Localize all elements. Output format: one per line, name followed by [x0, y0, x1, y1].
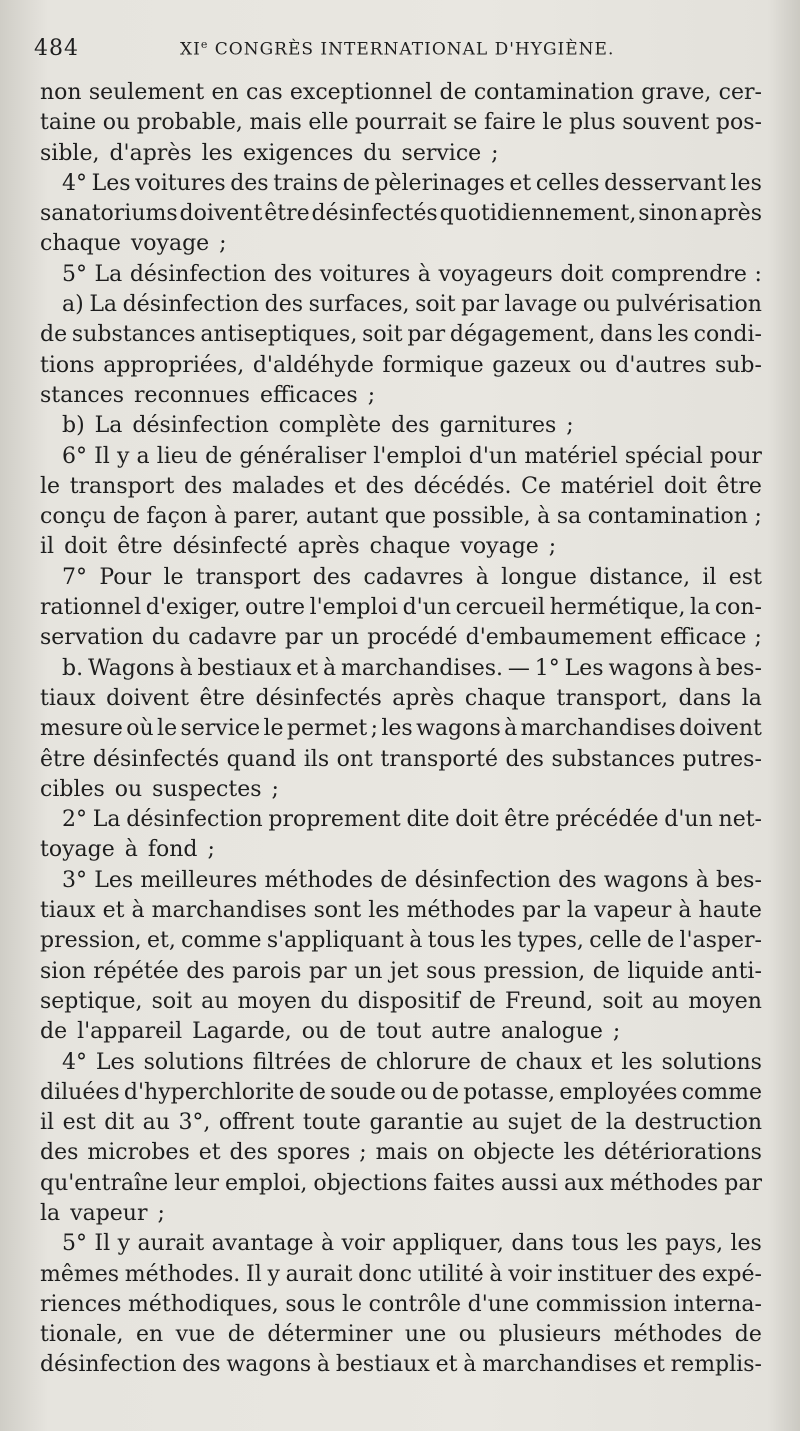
- text-line: 2° La désinfection proprement dite doit être précédée d'un net-: [62, 807, 762, 833]
- text-line: 4° Les solutions filtrées de chlorure de chaux et les solutions: [62, 1049, 762, 1075]
- text-line: sible, d'après les exigences du service ;: [40, 140, 499, 166]
- text-line: la vapeur ;: [40, 1200, 165, 1226]
- text-line: désinfection des wagons à bestiaux et à marchandises et remplis-: [40, 1352, 762, 1378]
- text-line: 3° Les meilleures méthodes de désinfection des wagons à bes-: [62, 867, 762, 893]
- text-line: mêmes méthodes. Il y aurait donc utilité à voir instituer des expé-: [40, 1261, 762, 1287]
- running-title-rest: CONGRÈS INTERNATIONAL D'HYGIÈNE.: [208, 40, 615, 60]
- text-line: être désinfectés quand ils ont transporté des substances putres-: [40, 746, 762, 772]
- running-title-superscript: e: [200, 38, 209, 52]
- text-line: non seulement en cas exceptionnel de contamination grave, cer-: [40, 80, 762, 105]
- text-line: stances reconnues efficaces ;: [40, 382, 376, 408]
- text-line: 6° Il y a lieu de généraliser l'emploi d'un matériel spécial pour: [62, 443, 762, 469]
- text-line: diluées d'hyperchlorite de soude ou de potasse, employées comme: [40, 1079, 762, 1105]
- text-line: servation du cadavre par un procédé d'embaumement efficace ;: [40, 625, 762, 651]
- text-line: taine ou probable, mais elle pourrait se faire le plus souvent pos-: [40, 110, 762, 136]
- text-line: tionale, en vue de déterminer une ou plusieurs méthodes de: [40, 1322, 762, 1348]
- text-line: tions appropriées, d'aldéhyde formique gazeux ou d'autres sub-: [40, 352, 762, 378]
- text-line: il doit être désinfecté après chaque voyage ;: [40, 534, 557, 560]
- text-line: toyage à fond ;: [40, 837, 215, 863]
- text-line: 4° Les voitures des trains de pèlerinages et celles desservant les: [62, 170, 762, 196]
- text-line: qu'entraîne leur emploi, objections faites aussi aux méthodes par: [40, 1170, 762, 1196]
- text-line: des microbes et des spores ; mais on objecte les détériorations: [40, 1140, 762, 1166]
- text-line: 5° La désinfection des voitures à voyageurs doit comprendre :: [62, 261, 762, 287]
- text-line: tiaux et à marchandises sont les méthodes par la vapeur à haute: [40, 898, 762, 924]
- text-line: septique, soit au moyen du dispositif de Freund, soit au moyen: [40, 988, 762, 1014]
- text-line: rationnel d'exiger, outre l'emploi d'un cercueil hermétique, la con-: [40, 595, 762, 621]
- text-line: il est dit au 3°, offrent toute garantie au sujet de la destruction: [40, 1110, 762, 1136]
- text-line: tiaux doivent être désinfectés après chaque transport, dans la: [40, 685, 762, 711]
- running-title: [180, 38, 614, 60]
- running-header: [34, 36, 774, 76]
- text-line: mesure où le service le permet ; les wagons à marchandises doivent: [40, 716, 762, 742]
- text-line: b) La désinfection complète des garnitures ;: [62, 413, 574, 439]
- body-text: [40, 78, 762, 1381]
- running-title-prefix: XI: [180, 40, 201, 60]
- text-line: de l'appareil Lagarde, ou de tout autre analogue ;: [40, 1019, 621, 1045]
- text-line: chaque voyage ;: [40, 231, 227, 257]
- page-number: 484: [34, 36, 79, 61]
- text-line: le transport des malades et des décédés. Ce matériel doit être: [40, 473, 762, 499]
- text-line: de substances antiseptiques, soit par dégagement, dans les condi-: [40, 322, 762, 348]
- text-line: sion répétée des parois par un jet sous pression, de liquide anti-: [40, 958, 762, 984]
- text-line: conçu de façon à parer, autant que possible, à sa contamination ;: [40, 504, 762, 530]
- text-line: a) La désinfection des surfaces, soit par lavage ou pulvérisation: [62, 292, 762, 318]
- text-line: 7° Pour le transport des cadavres à longue distance, il est: [62, 564, 762, 590]
- text-line: sanatoriums doivent être désinfectés quotidiennement, sinon après: [40, 201, 762, 227]
- text-line: riences méthodiques, sous le contrôle d'une commission interna-: [40, 1291, 762, 1317]
- text-line: pression, et, comme s'appliquant à tous les types, celle de l'asper-: [40, 928, 762, 954]
- text-line: b. Wagons à bestiaux et à marchandises. — 1° Les wagons à bes-: [62, 655, 762, 681]
- text-line: cibles ou suspectes ;: [40, 776, 279, 802]
- text-line: 5° Il y aurait avantage à voir appliquer, dans tous les pays, les: [62, 1231, 762, 1257]
